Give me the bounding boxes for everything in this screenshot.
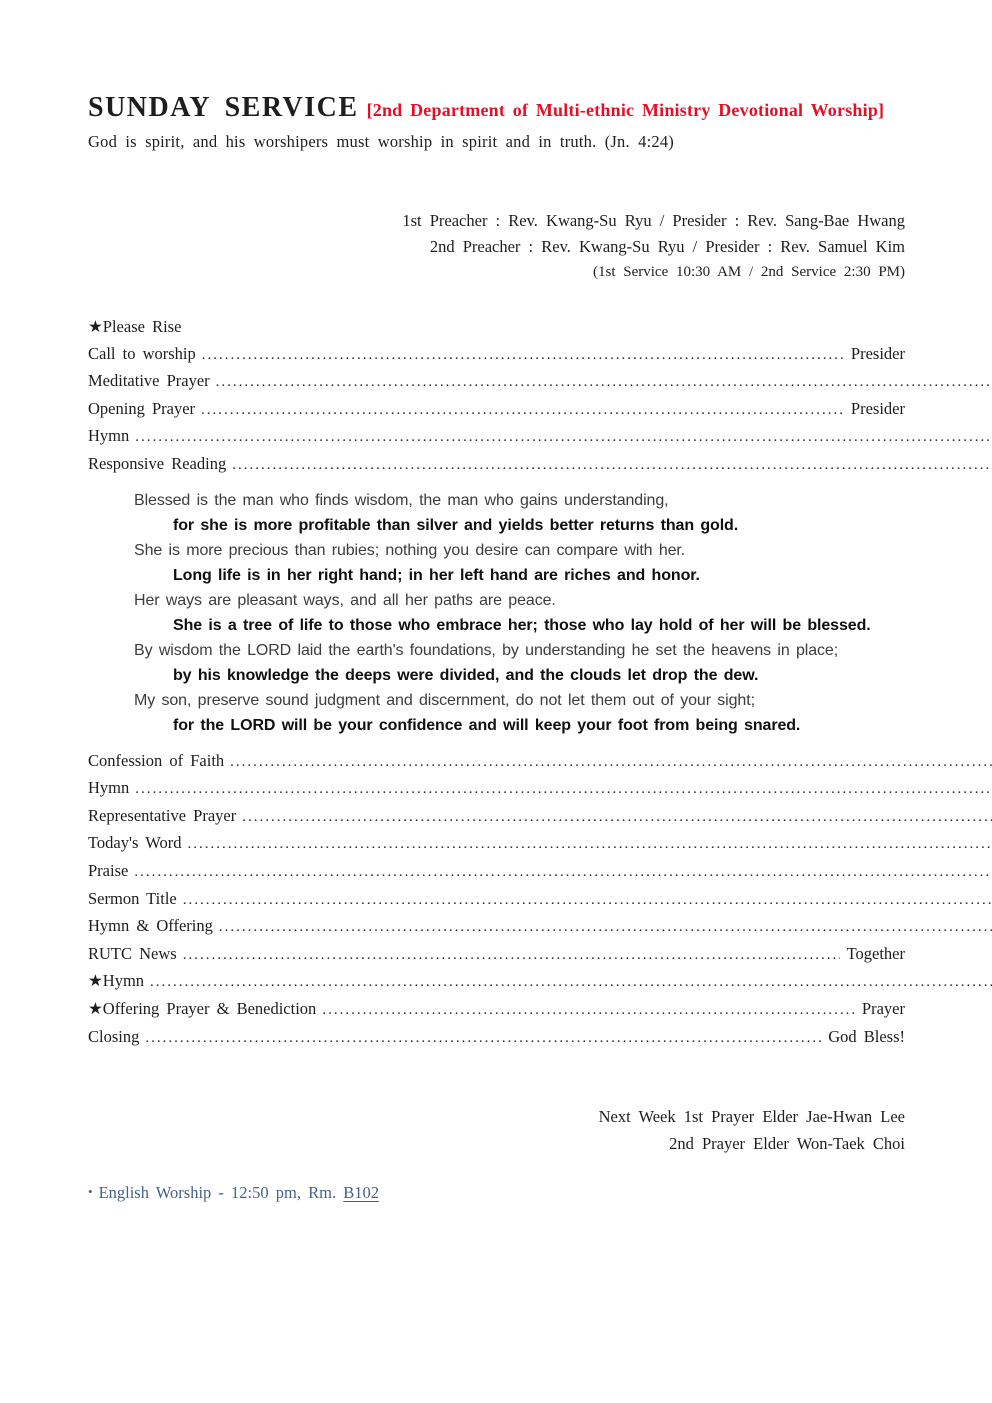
dot-leader xyxy=(135,423,992,451)
english-worship-text: English Worship - 12:50 pm, Rm. xyxy=(98,1183,337,1203)
program-item-label: Representative Prayer xyxy=(88,805,237,825)
dot-leader xyxy=(145,1024,821,1052)
dot-leader xyxy=(219,913,992,941)
program-line xyxy=(88,803,905,831)
next-week-line-2: 2nd Prayer Elder Won-Taek Choi xyxy=(669,1134,905,1154)
dot-leader xyxy=(134,858,992,886)
program-item-role: Together xyxy=(846,943,905,963)
program-item-label: Opening Prayer xyxy=(88,398,196,418)
program-line xyxy=(88,996,905,1024)
program-line xyxy=(88,368,905,396)
reading-line: She is more precious than rubies; nothing you desire can compare with her. xyxy=(134,541,686,559)
department-tag: [2nd Department of Multi-ethnic Ministry Devotional Worship] xyxy=(366,100,885,120)
program-line xyxy=(88,423,905,451)
bullet-icon: • xyxy=(88,1184,93,1200)
preacher-line-2: 2nd Preacher : Rev. Kwang-Su Ryu / Presider : Rev. Samuel Kim xyxy=(429,237,905,256)
dot-leader xyxy=(135,775,992,803)
program-line xyxy=(88,941,905,969)
program-line xyxy=(88,830,905,858)
program-item-label: Hymn & Offering xyxy=(88,916,213,936)
room-link[interactable]: B102 xyxy=(343,1183,379,1203)
service-info xyxy=(88,208,905,285)
page-title: SUNDAY SERVICE xyxy=(88,92,359,123)
program-item-label: Hymn xyxy=(88,426,130,446)
reading-line: by his knowledge the deeps were divided, and the clouds let drop the dew. xyxy=(173,666,759,684)
reading-line: Blessed is the man who finds wisdom, the man who gains understanding, xyxy=(134,491,669,509)
dot-leader xyxy=(232,451,992,479)
please-rise-note: ★Please Rise xyxy=(88,317,182,336)
dot-leader xyxy=(183,886,992,914)
program-line xyxy=(88,396,905,424)
reading-line: She is a tree of life to those who embrace her; those who lay hold of her will be blessed. xyxy=(173,616,871,634)
dot-leader xyxy=(216,368,992,396)
service-times: (1st Service 10:30 AM / 2nd Service 2:30 PM) xyxy=(593,264,905,280)
program-item-label: Meditative Prayer xyxy=(88,371,210,391)
program-line xyxy=(88,341,905,369)
program-item-role: Presider xyxy=(850,398,905,418)
program-item-label: Call to worship xyxy=(88,343,196,363)
reading-line: Her ways are pleasant ways, and all her paths are peace. xyxy=(134,591,556,609)
program-line xyxy=(88,748,905,776)
program-part-1 xyxy=(88,341,905,479)
program-item-label: Sermon Title xyxy=(88,888,177,908)
program-item-role: Presider xyxy=(850,343,905,363)
dot-leader xyxy=(230,748,992,776)
reading-line: By wisdom the LORD laid the earth's foundations, by understanding he set the heavens in place; xyxy=(134,641,839,659)
reading-line: Long life is in her right hand; in her left hand are riches and honor. xyxy=(173,566,700,584)
program-line xyxy=(88,451,905,479)
dot-leader xyxy=(201,396,844,424)
responsive-reading-block xyxy=(88,488,905,738)
program-item-role: Prayer xyxy=(861,998,905,1018)
theme-verse: God is spirit, and his worshipers must worship in spirit and in truth. (Jn. 4:24) xyxy=(88,132,674,151)
dot-leader xyxy=(150,968,992,996)
dot-leader xyxy=(183,941,840,969)
program-item-label: Responsive Reading xyxy=(88,453,227,473)
program-part-2 xyxy=(88,748,905,1052)
program-item-label: Hymn xyxy=(88,778,130,798)
program-line xyxy=(88,913,905,941)
program-line xyxy=(88,968,905,996)
program-item-label: RUTC News xyxy=(88,943,177,963)
program-line xyxy=(88,858,905,886)
dot-leader xyxy=(187,830,992,858)
program-item-label: ★Hymn xyxy=(88,971,145,991)
dot-leader xyxy=(202,341,844,369)
next-week-line-1: Next Week 1st Prayer Elder Jae-Hwan Lee xyxy=(598,1107,905,1127)
program-item-label: Today's Word xyxy=(88,833,182,853)
program-line xyxy=(88,775,905,803)
program-line xyxy=(88,886,905,914)
program-item-label: Closing xyxy=(88,1026,140,1046)
program-item-label: ★Offering Prayer & Benediction xyxy=(88,998,317,1018)
reading-line: My son, preserve sound judgment and discernment, do not let them out of your sight; xyxy=(134,691,755,709)
preacher-line-1: 1st Preacher : Rev. Kwang-Su Ryu / Presider : Rev. Sang-Bae Hwang xyxy=(402,211,905,230)
english-worship-note xyxy=(88,1183,905,1203)
program-item-label: Praise xyxy=(88,860,129,880)
program-item-role: God Bless! xyxy=(828,1026,905,1046)
reading-line: for she is more profitable than silver and yields better returns than gold. xyxy=(173,516,739,534)
dot-leader xyxy=(322,996,855,1024)
program-item-label: Confession of Faith xyxy=(88,750,225,770)
reading-line: for the LORD will be your confidence and will keep your foot from being snared. xyxy=(173,716,801,734)
next-week-block xyxy=(88,1103,905,1157)
header xyxy=(88,92,905,124)
program-line xyxy=(88,1024,905,1052)
dot-leader xyxy=(242,803,992,831)
